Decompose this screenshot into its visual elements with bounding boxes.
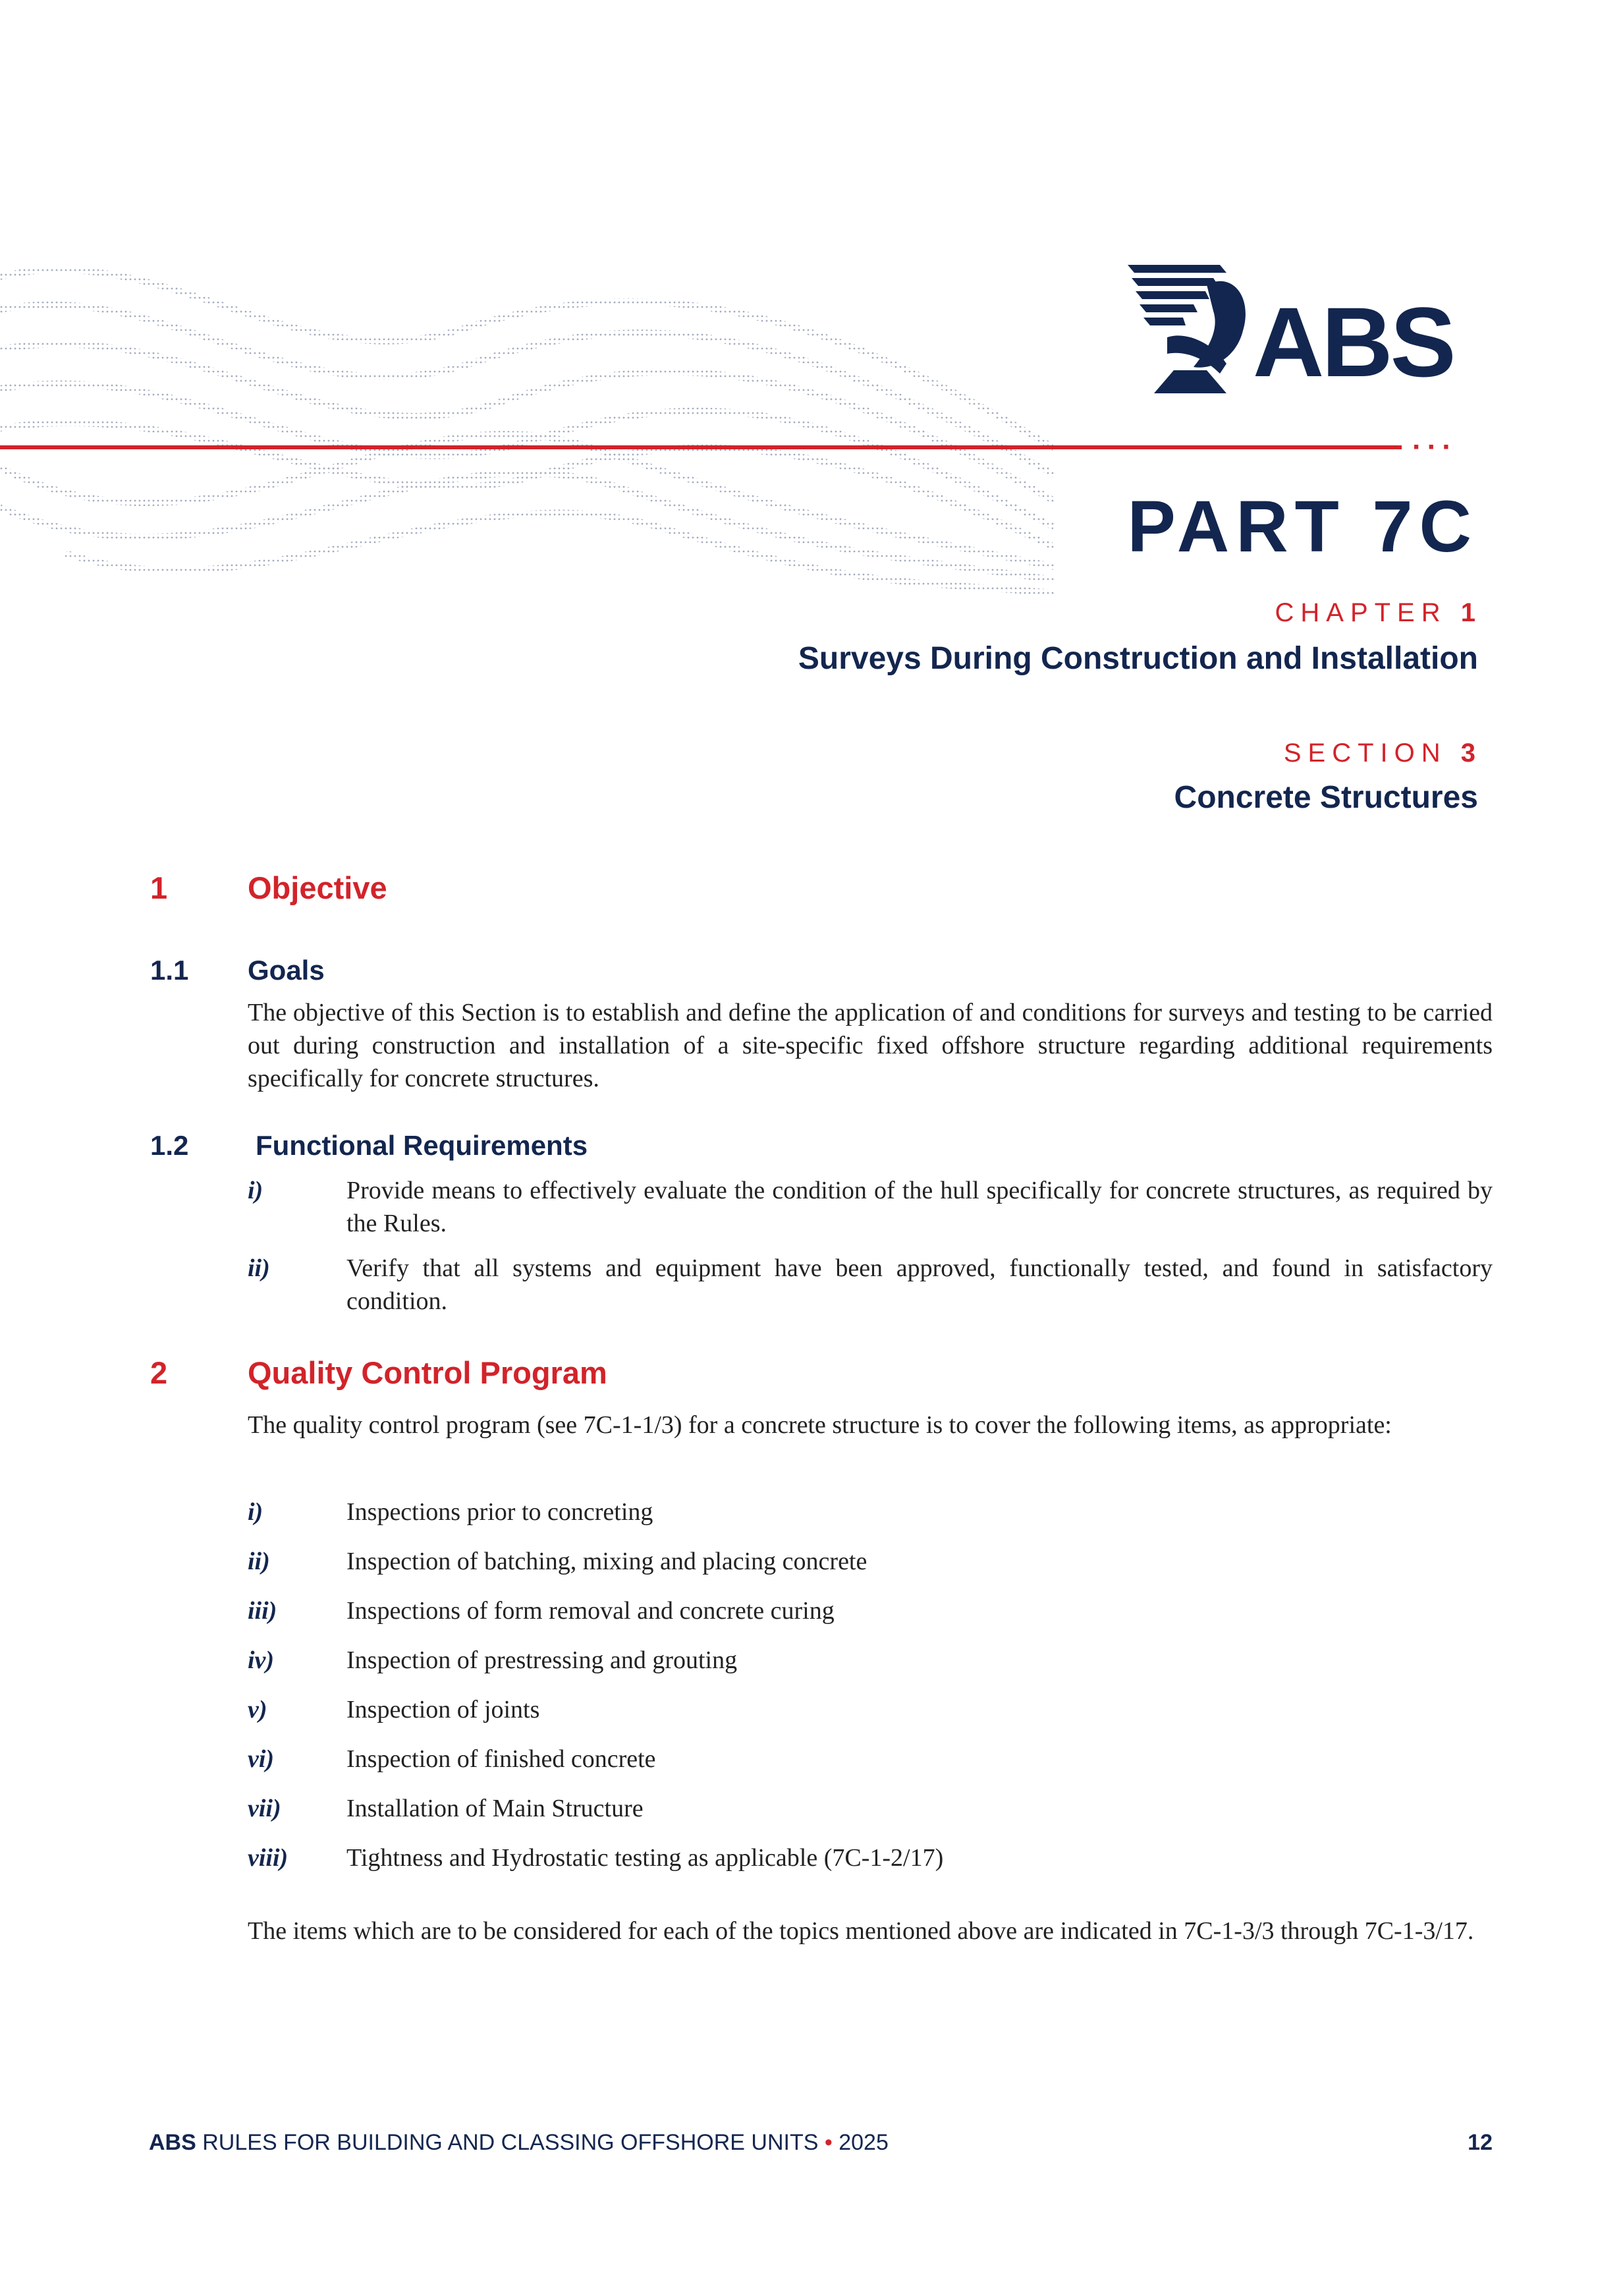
subsection-1-1-title: Goals bbox=[248, 955, 325, 986]
section-2-number: 2 bbox=[150, 1355, 168, 1390]
qc-closing-paragraph: The items which are to be considered for each of the topics mentioned above are indicated in 7C-1-3/3 through 7C-1-3/17. bbox=[248, 1917, 1474, 1945]
list-marker: ii) bbox=[248, 1254, 270, 1282]
header-red-rule bbox=[0, 445, 1402, 449]
list-item-text: Inspection of joints bbox=[346, 1696, 540, 1723]
abs-logo bbox=[1128, 258, 1477, 397]
chapter-title: Surveys During Construction and Installation bbox=[798, 641, 1478, 676]
list-marker: iii) bbox=[248, 1597, 277, 1625]
subsection-1-2-number: 1.2 bbox=[150, 1130, 189, 1161]
chapter-label: CHAPTER bbox=[1275, 598, 1447, 627]
section-number: 3 bbox=[1460, 739, 1478, 768]
decorative-wave-pattern bbox=[0, 250, 1054, 619]
list-item-text: Provide means to effectively evaluate the condition of the hull specifically for concrete structures, as required by the Rules. bbox=[346, 1177, 1493, 1237]
eagle-emblem-icon bbox=[1128, 258, 1259, 397]
list-item bbox=[248, 1545, 1493, 1578]
list-marker: i) bbox=[248, 1177, 263, 1204]
page-number: 12 bbox=[1468, 2130, 1493, 2155]
list-item bbox=[248, 1174, 1493, 1240]
functional-requirements-list bbox=[248, 1174, 1493, 1318]
header-rule-dots: ··· bbox=[1412, 431, 1457, 463]
list-item-text: Inspections prior to concreting bbox=[346, 1498, 653, 1526]
list-item-text: Inspections of form removal and concrete curing bbox=[346, 1597, 835, 1625]
list-item bbox=[248, 1693, 1493, 1726]
list-item-text: Verify that all systems and equipment have been approved, functionally tested, and found in satisfactory condition. bbox=[346, 1254, 1493, 1315]
page-footer bbox=[149, 2128, 1493, 2157]
part-title: PART 7C bbox=[1127, 486, 1478, 567]
list-marker: iv) bbox=[248, 1646, 275, 1674]
qc-intro-paragraph: The quality control program (see 7C-1-1/3) for a concrete structure is to cover the following items, as appropriate: bbox=[248, 1411, 1392, 1439]
section-2-title: Quality Control Program bbox=[248, 1355, 607, 1390]
section-heading bbox=[1284, 737, 1478, 770]
goals-paragraph: The objective of this Section is to establish and define the application of and conditions for surveys and testing to be carried out during construction and installation of a site-specific fixed offshore structure regarding additional requirements specifically for concrete structures. bbox=[248, 999, 1493, 1092]
list-item bbox=[248, 1252, 1493, 1318]
list-item bbox=[248, 1743, 1493, 1776]
footer-title: RULES FOR BUILDING AND CLASSING OFFSHORE UNITS bbox=[202, 2130, 819, 2155]
subsection-1-1-number: 1.1 bbox=[150, 955, 189, 986]
chapter-heading bbox=[1275, 596, 1478, 629]
list-item bbox=[248, 1841, 1493, 1874]
list-item-text: Tightness and Hydrostatic testing as applicable (7C-1-2/17) bbox=[346, 1844, 944, 1872]
list-item-text: Inspection of finished concrete bbox=[346, 1745, 656, 1773]
list-item bbox=[248, 1594, 1493, 1627]
list-item bbox=[248, 1644, 1493, 1677]
qc-items-list bbox=[248, 1496, 1493, 1874]
list-marker: viii) bbox=[248, 1844, 289, 1872]
footer-brand: ABS bbox=[149, 2130, 196, 2155]
logo-wordmark: ABS bbox=[1253, 287, 1454, 397]
subsection-1-2-title: Functional Requirements bbox=[256, 1130, 588, 1161]
footer-bullet: • bbox=[824, 2130, 833, 2155]
list-marker: vii) bbox=[248, 1795, 281, 1822]
list-item-text: Inspection of batching, mixing and placing concrete bbox=[346, 1548, 867, 1575]
list-marker: vi) bbox=[248, 1745, 275, 1773]
list-marker: i) bbox=[248, 1498, 263, 1526]
list-item bbox=[248, 1496, 1493, 1528]
list-item-text: Inspection of prestressing and grouting bbox=[346, 1646, 738, 1674]
list-marker: v) bbox=[248, 1696, 267, 1723]
section-title: Concrete Structures bbox=[1174, 780, 1478, 815]
list-item bbox=[248, 1792, 1493, 1825]
section-1-number: 1 bbox=[150, 870, 168, 905]
chapter-number: 1 bbox=[1460, 598, 1478, 627]
footer-year: 2025 bbox=[839, 2130, 889, 2155]
section-label: SECTION bbox=[1283, 739, 1447, 768]
list-item-text: Installation of Main Structure bbox=[346, 1795, 644, 1822]
section-1-title: Objective bbox=[248, 870, 387, 905]
list-marker: ii) bbox=[248, 1548, 270, 1575]
